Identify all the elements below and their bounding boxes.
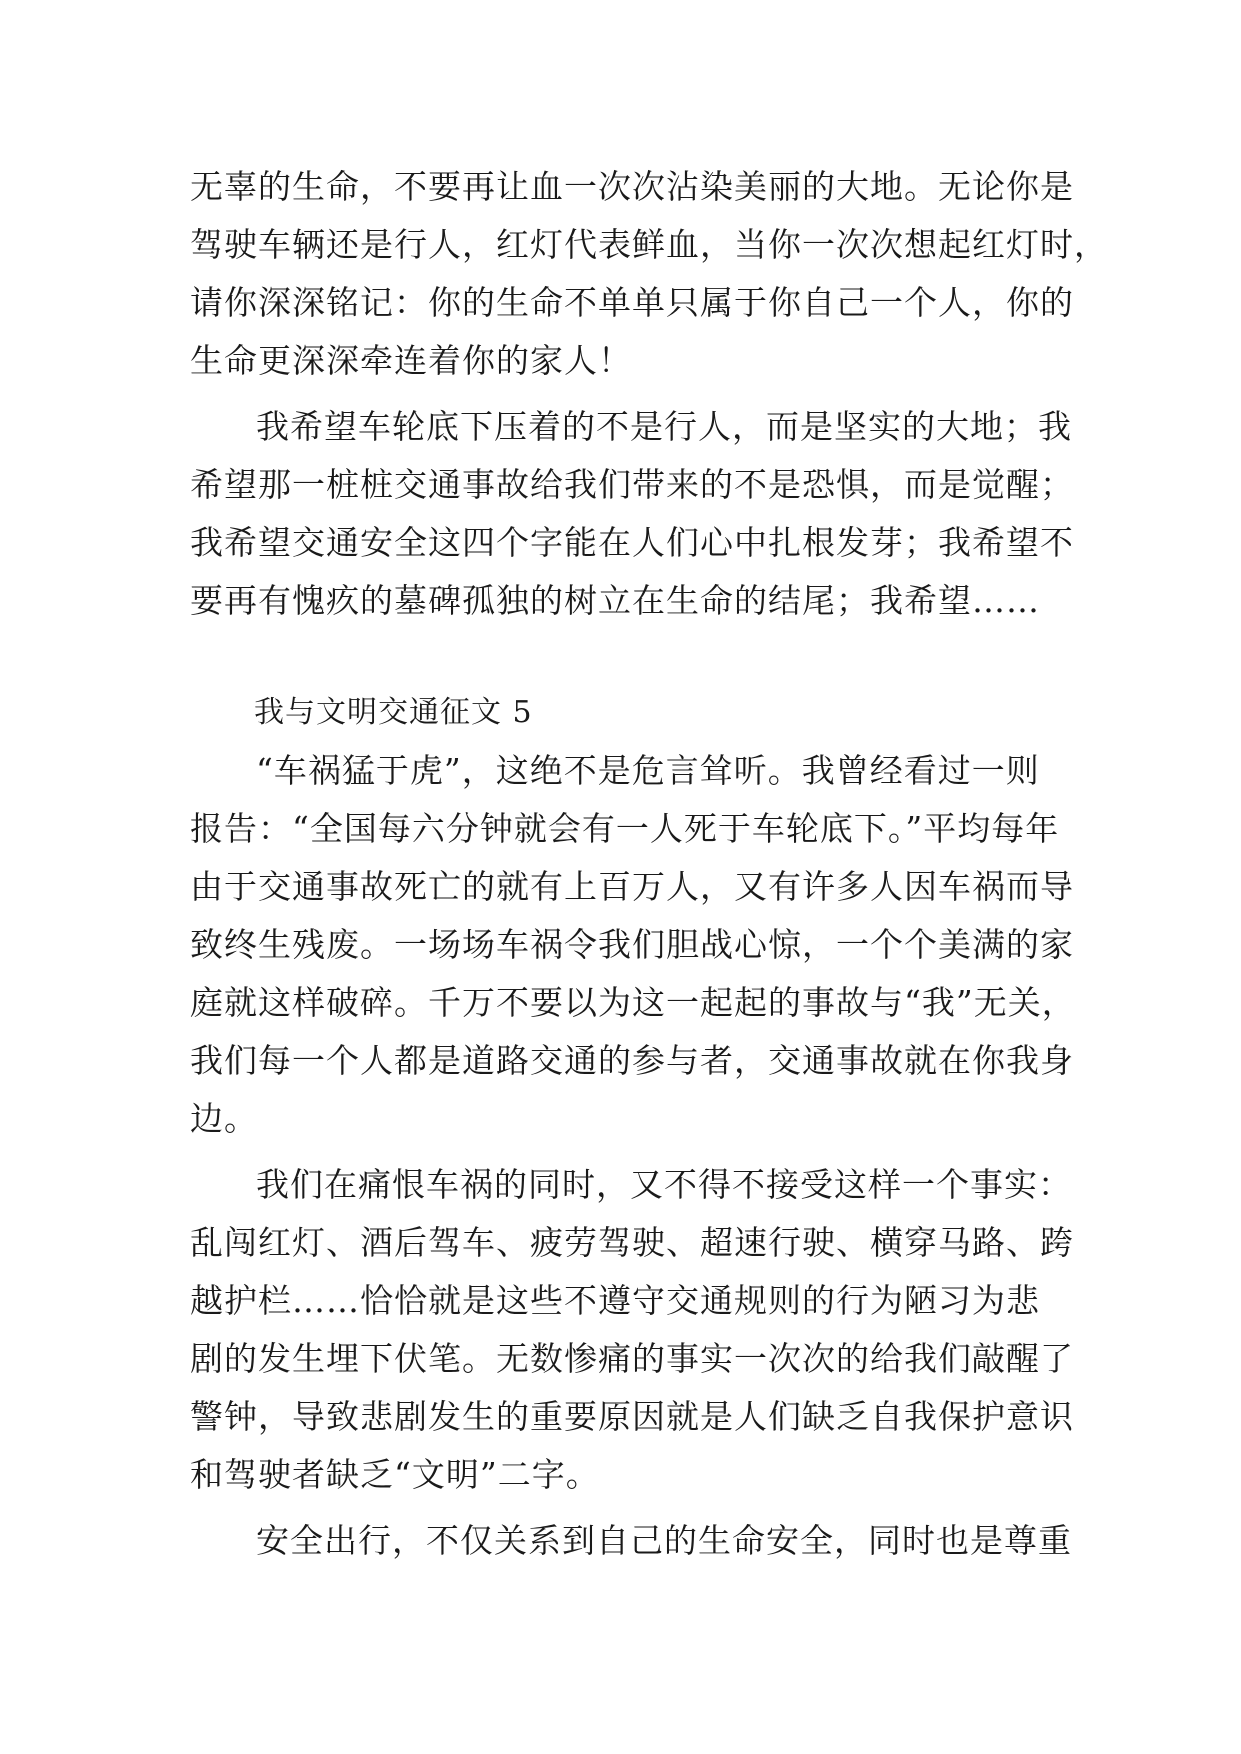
text-line: 生命更深深牵连着你的家人！ xyxy=(190,341,632,380)
text-line: 希望那一桩桩交通事故给我们带来的不是恐惧，而是觉醒； xyxy=(190,465,1074,504)
text-line: 我希望交通安全这四个字能在人们心中扎根发芽；我希望不 xyxy=(190,523,1074,562)
text-line: 由于交通事故死亡的就有上百万人，又有许多人因车祸而导 xyxy=(190,867,1074,906)
text-line: 我们每一个人都是道路交通的参与者，交通事故就在你我身 xyxy=(190,1041,1074,1080)
text-line: 剧的发生埋下伏笔。无数惨痛的事实一次次的给我们敲醒了 xyxy=(190,1339,1074,1378)
text-line: 和驾驶者缺乏“文明”二字。 xyxy=(190,1455,600,1494)
section-title: 我与文明交通征文 5 xyxy=(254,695,533,730)
paragraph xyxy=(190,398,1074,630)
text-line: 请你深深铭记：你的生命不单单只属于你自己一个人，你的 xyxy=(190,283,1074,322)
text-line: 驾驶车辆还是行人，红灯代表鲜血，当你一次次想起红灯时， xyxy=(190,225,1108,264)
text-line: 乱闯红灯、酒后驾车、疲劳驾驶、超速行驶、横穿马路、跨 xyxy=(190,1223,1074,1262)
paragraph xyxy=(190,742,1076,1148)
text-line: 边。 xyxy=(190,1099,258,1138)
spacer xyxy=(190,390,1060,398)
text-line: 庭就这样破碎。千万不要以为这一起起的事故与“我”无关， xyxy=(190,983,1076,1022)
spacer xyxy=(190,1148,1060,1156)
paragraph xyxy=(190,1156,1074,1504)
paragraph xyxy=(190,158,1108,390)
text-line: 我希望车轮底下压着的不是行人，而是坚实的大地；我 xyxy=(256,407,1072,446)
text-line: 要再有愧疚的墓碑孤独的树立在生命的结尾；我希望…… xyxy=(190,581,1040,620)
spacer xyxy=(190,630,1060,684)
text-line: 致终生残废。一场场车祸令我们胆战心惊，一个个美满的家 xyxy=(190,925,1074,964)
text-line: 安全出行，不仅关系到自己的生命安全，同时也是尊重 xyxy=(256,1521,1072,1560)
text-line: 警钟，导致悲剧发生的重要原因就是人们缺乏自我保护意识 xyxy=(190,1397,1074,1436)
text-line: 无辜的生命，不要再让血一次次沾染美丽的大地。无论你是 xyxy=(190,167,1074,206)
document-page xyxy=(190,158,1108,1570)
spacer xyxy=(190,1504,1060,1512)
text-line: 越护栏……恰恰就是这些不遵守交通规则的行为陋习为悲 xyxy=(190,1281,1040,1320)
text-line: 我们在痛恨车祸的同时，又不得不接受这样一个事实： xyxy=(256,1165,1072,1204)
paragraph xyxy=(190,1512,1072,1570)
text-line: “车祸猛于虎”，这绝不是危言耸听。我曾经看过一则 xyxy=(256,751,1040,790)
text-line: 报告：“全国每六分钟就会有一人死于车轮底下。”平均每年 xyxy=(190,809,1060,848)
